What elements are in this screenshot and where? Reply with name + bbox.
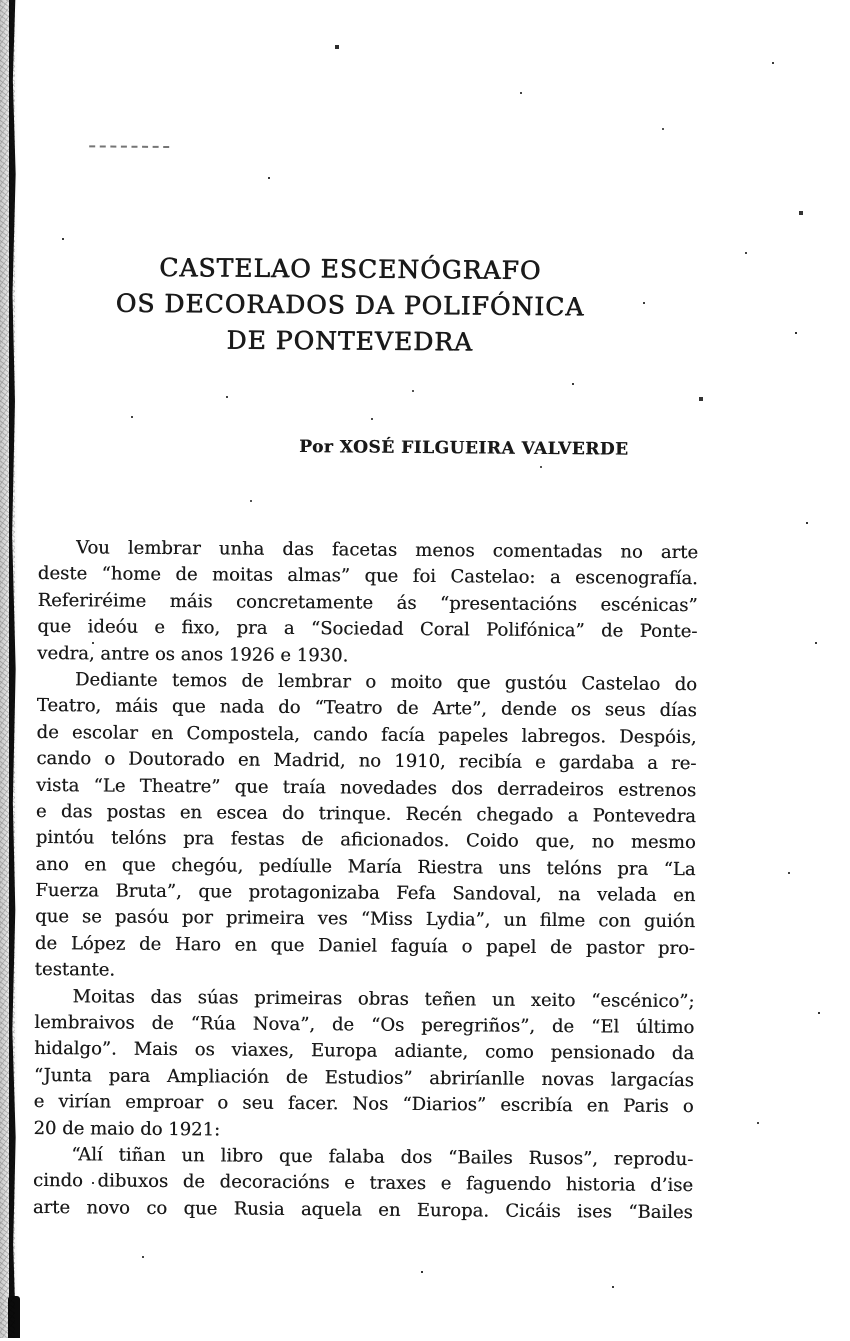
text-column: [33, 0, 703, 1226]
title-line-2: OS DECORADOS DA POLIFÓNICA: [115, 288, 585, 322]
title-line-3: DE PONTEVEDRA: [226, 325, 474, 357]
text-line: “Junta para Ampliación de Estudios” abriríanlle novas largacías: [33, 1064, 694, 1091]
text-line: hidalgo”. Mais os viaxes, Europa adiante, como pensionado da: [34, 1038, 695, 1065]
paragraph: [35, 667, 697, 989]
text-line: que ideóu e fixo, pra a “Sociedad Coral Polifónica” de Ponte-: [37, 616, 698, 643]
text-line: lembraivos de “Rúa Nova”, de “Os peregriños”, de “El último: [34, 1011, 695, 1039]
body-text: [33, 535, 698, 1226]
text-line: ano en que chegóu, pedíulle María Riestra uns telóns pra “La: [35, 853, 696, 880]
paragraph: [33, 1142, 694, 1226]
text-line: pintóu telóns pra festas de aficionados. Coido que, no mesmo: [35, 827, 696, 854]
text-line: vista “Le Theatre” que traía novedades dos derradeiros estrenos: [36, 774, 697, 801]
text-line: Referiréime máis concretamente ás “presentacións escénicas”: [37, 589, 698, 616]
text-line: de escolar en Compostela, cando facía papeles labregos. Despóis,: [36, 721, 697, 748]
text-line: cando o Doutorado en Madrid, no 1910, recibía e gardaba a re-: [36, 748, 697, 775]
text-line: arte novo co que Rusia aquela en Europa. Cicáis ises “Bailes: [32, 1196, 693, 1223]
text-line: Teatro, máis que nada do “Teatro de Arte”, dende os seus días: [36, 695, 697, 722]
text-line: “Alí tiñan un libro que falaba dos “Bailes Rusos”, reprodu-: [71, 1144, 694, 1171]
text-line: de López de Haro en que Daniel faguía o papel de pastor pro-: [34, 932, 695, 959]
text-line: Fuerza Bruta”, que protagonizaba Fefa Sandoval, na velada en: [35, 880, 696, 907]
text-line: Dediante temos de lembrar o moito que gustóu Castelao do: [74, 669, 698, 696]
author-byline: Por XOSÉ FILGUEIRA VALVERDE: [299, 437, 629, 460]
paragraph: [37, 535, 698, 672]
text-line: que se pasóu por primeira ves “Miss Lydia”, un filme con guión: [35, 906, 696, 933]
text-line: deste “home de moitas almas” que foi Castelao: a escenografía.: [37, 563, 698, 590]
title-line-1: CASTELAO ESCENÓGRAFO: [159, 252, 542, 285]
text-line: vedra, antre os anos 1926 e 1930.: [37, 642, 349, 666]
article-title: [40, 249, 701, 362]
paragraph: [33, 984, 694, 1148]
text-line: testante.: [34, 959, 116, 981]
text-line: Moitas das súas primeiras obras teñen un xeito “escénico”;: [72, 985, 695, 1012]
text-line: e virían emproar o seu facer. Nos “Diarios” escribía en Paris o: [33, 1091, 694, 1118]
text-line: e das postas en escea do trinque. Recén chegado a Pontevedra: [35, 800, 697, 828]
text-line: cindo dibuxos de decoracións e traxes e faguendo historia d’ise: [32, 1170, 694, 1197]
text-line: 20 de maio do 1921:: [33, 1117, 221, 1141]
text-line: Vou lembrar unha das facetas menos comentadas no arte: [75, 537, 699, 564]
